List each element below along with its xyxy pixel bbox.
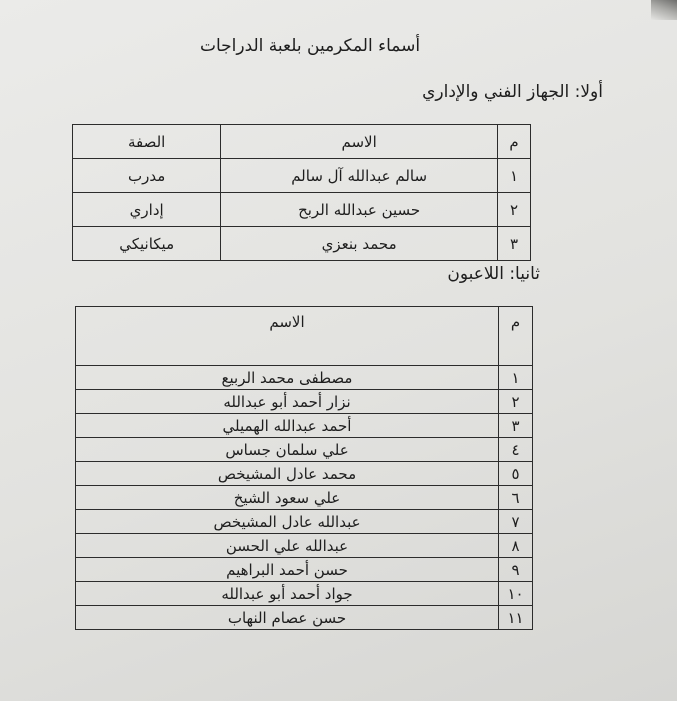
table-row — [76, 582, 533, 606]
row-number: ٨ — [499, 534, 533, 558]
table-row — [76, 606, 533, 630]
table-row — [76, 390, 533, 414]
player-name: علي سعود الشيخ — [76, 486, 499, 510]
column-header-role: الصفة — [73, 125, 221, 159]
row-number: ٩ — [499, 558, 533, 582]
players-section-heading: ثانيا: اللاعبون — [447, 264, 540, 284]
table-row — [76, 510, 533, 534]
player-name: حسن أحمد البراهيم — [76, 558, 499, 582]
row-number: ١ — [497, 159, 530, 193]
table-row — [76, 414, 533, 438]
player-name: علي سلمان جساس — [76, 438, 499, 462]
staff-table-header-row — [73, 125, 531, 159]
document-title: أسماء المكرمين بلعبة الدراجات — [199, 36, 421, 56]
row-number: ٧ — [499, 510, 533, 534]
column-header-number: م — [499, 307, 533, 366]
players-table-header-row — [76, 307, 533, 366]
row-number: ١ — [499, 366, 533, 390]
column-header-name: الاسم — [221, 125, 498, 159]
row-number: ٣ — [497, 227, 530, 261]
row-number: ١٠ — [499, 582, 533, 606]
table-row — [73, 159, 531, 193]
table-row — [76, 534, 533, 558]
player-name: مصطفى محمد الربيع — [76, 366, 499, 390]
staff-role: مدرب — [73, 159, 221, 193]
row-number: ٤ — [499, 438, 533, 462]
table-row — [76, 438, 533, 462]
row-number: ٢ — [499, 390, 533, 414]
row-number: ٥ — [499, 462, 533, 486]
player-name: عبدالله علي الحسن — [76, 534, 499, 558]
row-number: ٦ — [499, 486, 533, 510]
row-number: ٣ — [499, 414, 533, 438]
column-header-name: الاسم — [76, 307, 499, 366]
player-name: جواد أحمد أبو عبدالله — [76, 582, 499, 606]
table-row — [73, 193, 531, 227]
player-name: محمد عادل المشيخص — [76, 462, 499, 486]
column-header-number: م — [497, 125, 530, 159]
row-number: ٢ — [497, 193, 530, 227]
player-name: أحمد عبدالله الهميلي — [76, 414, 499, 438]
table-row — [76, 462, 533, 486]
staff-role: ميكانيكي — [73, 227, 221, 261]
player-name: نزار أحمد أبو عبدالله — [76, 390, 499, 414]
table-row — [76, 486, 533, 510]
staff-role: إداري — [73, 193, 221, 227]
table-row — [73, 227, 531, 261]
row-number: ١١ — [499, 606, 533, 630]
players-table — [75, 306, 533, 630]
staff-name: حسين عبدالله الربح — [221, 193, 498, 227]
staff-name: محمد بنعزي — [221, 227, 498, 261]
page-corner-shadow — [651, 0, 677, 20]
table-row — [76, 366, 533, 390]
staff-table — [72, 124, 531, 261]
player-name: عبدالله عادل المشيخص — [76, 510, 499, 534]
player-name: حسن عصام النهاب — [76, 606, 499, 630]
staff-section-heading: أولا: الجهاز الفني والإداري — [422, 82, 603, 102]
table-row — [76, 558, 533, 582]
staff-name: سالم عبدالله آل سالم — [221, 159, 498, 193]
